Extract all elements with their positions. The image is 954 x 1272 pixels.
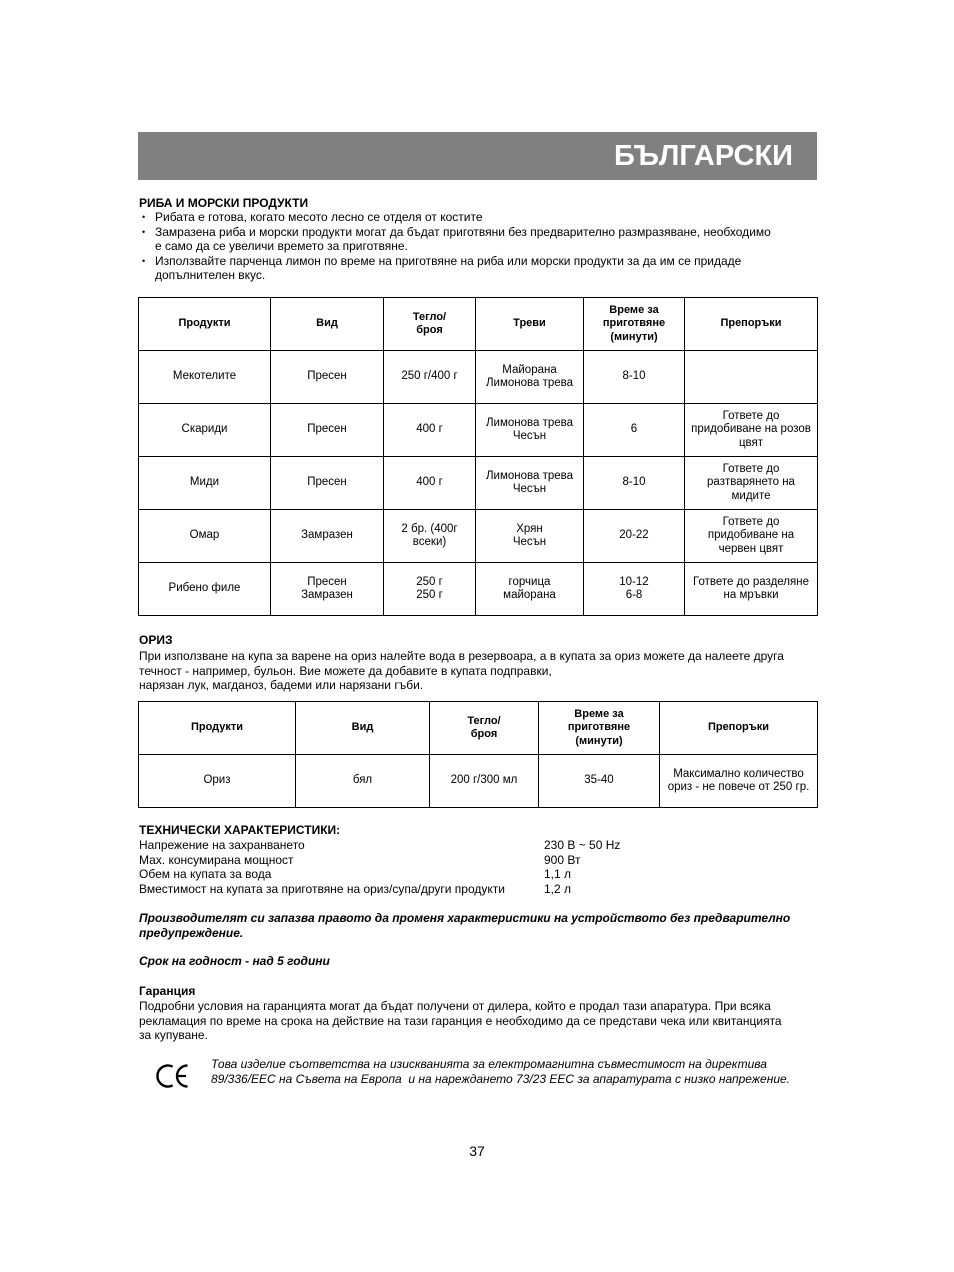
table-header-row	[139, 298, 818, 351]
spec-value: 900 Вт	[544, 852, 581, 867]
column-header-weight: Тегло/ броя	[430, 702, 539, 755]
table-row	[139, 755, 818, 808]
cell-herbs: Хрян Чесън	[476, 510, 584, 563]
table-row	[139, 457, 818, 510]
cell-weight: 400 г	[384, 457, 476, 510]
spec-value: 1,1 л	[544, 867, 572, 881]
manufacturer-notice: Производителят си запазва правото да променя характеристики на устройството без предварително предупреждение.	[139, 911, 791, 940]
language-title: БЪЛГАРСКИ	[614, 140, 793, 172]
cell-product: Ориз	[139, 755, 296, 808]
cell-weight: 250 г/400 г	[384, 351, 476, 404]
specs-list	[139, 838, 620, 896]
rice-cooking-table	[138, 701, 818, 808]
column-header-recommendations: Препоръки	[660, 702, 818, 755]
spec-label: Обем на купата за вода	[139, 867, 272, 881]
compliance-text: Това изделие съответства на изискванията за електромагнитна съвместимост на директива 89/336/ЕЕС на Съвета на Европа и на нареждането 73/23 ЕЕС за апаратурата с низко напрежение.	[211, 1057, 791, 1086]
cell-cooking-time: 20-22	[584, 510, 685, 563]
cell-herbs: Лимонова трева Чесън	[476, 457, 584, 510]
table-row	[139, 404, 818, 457]
cell-product: Рибено филе	[139, 563, 271, 616]
spec-label: Напрежение на захранването	[139, 838, 305, 852]
ce-mark-icon	[156, 1063, 192, 1089]
table-row	[139, 563, 818, 616]
cell-product: Скариди	[139, 404, 271, 457]
cell-weight: 2 бр. (400г всеки)	[384, 510, 476, 563]
spec-value: 230 В ~ 50 Hz	[544, 838, 621, 852]
column-header-products: Продукти	[139, 298, 271, 351]
column-header-type: Вид	[271, 298, 384, 351]
cell-type: бял	[296, 755, 430, 808]
rice-section-heading: ОРИЗ	[139, 633, 173, 647]
cell-recommendation: Максимално количество ориз - не повече от 250 гр.	[660, 755, 818, 808]
cell-cooking-time: 8-10	[584, 351, 685, 404]
cell-herbs: Майорана Лимонова трева	[476, 351, 584, 404]
specs-heading: ТЕХНИЧЕСКИ ХАРАКТЕРИСТИКИ:	[139, 823, 341, 837]
cell-product: Миди	[139, 457, 271, 510]
cell-product: Мекотелите	[139, 351, 271, 404]
cell-cooking-time: 6	[584, 404, 685, 457]
warranty-text: Подробни условия на гаранцията могат да бъдат получени от дилера, който е продал тази апаратура. При всяка рекламация по време на срока на действие на тази гаранция е необходимо да се представи чека или квитанцията за купуване.	[139, 999, 782, 1042]
cell-recommendation: Гответе до разделяне на мръвки	[685, 563, 818, 616]
cell-product: Омар	[139, 510, 271, 563]
spec-label: Мах. консумирана мощност	[139, 852, 294, 867]
spec-label: Вместимост на купата за приготвяне на ориз/супа/други продукти	[139, 881, 505, 896]
column-header-cooking-time: Време за приготвяне (минути)	[539, 702, 660, 755]
cell-type: Пресен Замразен	[271, 563, 384, 616]
cell-weight: 200 г/300 мл	[430, 755, 539, 808]
cell-weight: 250 г 250 г	[384, 563, 476, 616]
cell-cooking-time: 10-12 6-8	[584, 563, 685, 616]
column-header-weight: Тегло/ броя	[384, 298, 476, 351]
cell-herbs: Лимонова трева Чесън	[476, 404, 584, 457]
list-item: • Използвайте парченца лимон по време на приготвяне на риба или морски продукти за да им се придаде допълнителен вкус.	[139, 254, 771, 283]
column-header-recommendations: Препоръки	[685, 298, 818, 351]
cell-weight: 400 г	[384, 404, 476, 457]
spec-value: 1,2 л	[544, 881, 572, 896]
cell-cooking-time: 35-40	[539, 755, 660, 808]
language-header-bar	[138, 132, 817, 180]
table-row	[139, 351, 818, 404]
warranty-heading: Гаранция	[139, 984, 196, 998]
cell-type: Пресен	[271, 351, 384, 404]
table-header-row	[139, 702, 818, 755]
column-header-cooking-time: Време за приготвяне (минути)	[584, 298, 685, 351]
cell-recommendation: Гответе до придобиване на розов цвят	[685, 404, 818, 457]
list-item: • Замразена риба и морски продукти могат да бъдат приготвяни без предварително размразяване, необходимо е само да се увеличи времето за приготвяне.	[139, 225, 771, 254]
cell-type: Пресен	[271, 457, 384, 510]
column-header-type: Вид	[296, 702, 430, 755]
rice-instructions: При използване на купа за варене на ориз налейте вода в резервоара, а в купата за ориз можете да налеете друга течност - например, бульон. Вие можете да добавите в купата подправки, нарязан лук, магданоз, бадеми или нарязани гъби.	[139, 649, 784, 692]
list-item: • Рибата е готова, когато месото лесно се отделя от костите	[139, 210, 771, 225]
table-row	[139, 510, 818, 563]
column-header-products: Продукти	[139, 702, 296, 755]
column-header-herbs: Треви	[476, 298, 584, 351]
cell-recommendation	[685, 351, 818, 404]
page-number: 37	[469, 1143, 485, 1159]
cell-recommendation: Гответе до разтварянето на мидите	[685, 457, 818, 510]
fish-section-heading: РИБА И МОРСКИ ПРОДУКТИ	[139, 196, 309, 210]
shelf-life-note: Срок на годност - над 5 години	[139, 954, 330, 968]
cell-herbs: горчица майорана	[476, 563, 584, 616]
fish-cooking-table	[138, 297, 818, 616]
cell-cooking-time: 8-10	[584, 457, 685, 510]
cell-type: Пресен	[271, 404, 384, 457]
cell-recommendation: Гответе до придобиване на червен цвят	[685, 510, 818, 563]
cell-type: Замразен	[271, 510, 384, 563]
fish-tips-list	[139, 210, 771, 283]
